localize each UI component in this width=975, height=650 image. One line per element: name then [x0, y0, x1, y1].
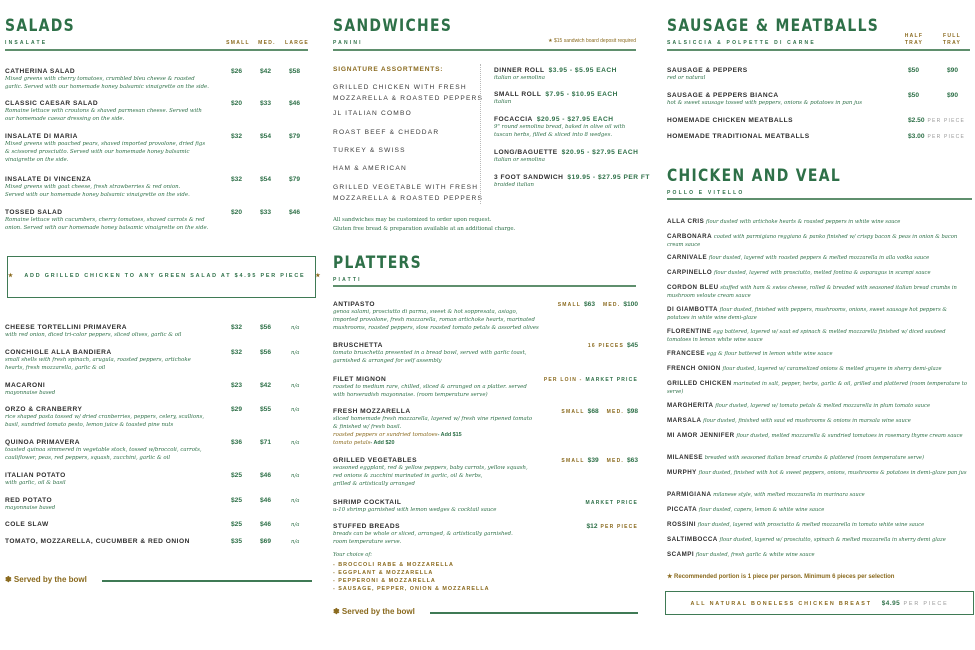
item-description: milanese style, with melted mozzarella in marinara sauce	[713, 492, 865, 498]
assortment-item: HAM & AMERICAN	[333, 165, 407, 172]
full-tray-price: $90	[947, 67, 959, 74]
item-description: breads can be whole or sliced, arranged, & artistically garnished.	[333, 531, 513, 537]
item-description: flour dusted, finished with peppers, mushrooms, onions, sweet sausage hot peppers & potatoes in white wine demi-glaze	[667, 307, 948, 321]
item-description: our homemade caesar dressing on the side.	[5, 116, 125, 122]
item-price: $33	[260, 209, 272, 216]
item-name: CONCHIGLE ALLA BANDIERA	[5, 349, 112, 356]
bowl-item	[5, 472, 66, 487]
item-name: ALLA CRIS	[667, 218, 705, 225]
col-head-full-tray: FULL TRAY	[942, 33, 962, 46]
item-price-na: n/a	[291, 325, 300, 331]
item-name: INSALATE DI MARIA	[5, 133, 78, 140]
item-description: Mixed greens with poached pears, shaved imported provolone, dried figs	[5, 141, 206, 147]
platter-item	[333, 342, 638, 365]
platters-rule	[333, 285, 636, 287]
sausage-chicken-column	[667, 0, 972, 650]
platters-subtitle: PIATTI	[333, 277, 362, 283]
item-name: QUINOA PRIMAVERA	[5, 439, 81, 446]
chicken-veal-item	[667, 254, 967, 262]
item-description: flour dusted, finished with hot & sweet peppers, onions, mushrooms & potatoes in demi-glaze pan jus	[698, 470, 967, 476]
item-name: FRESH MOZZARELLA	[333, 408, 411, 415]
bread-description: braided italian	[494, 182, 535, 188]
item-price-na: n/a	[291, 407, 300, 413]
item-price: $71	[260, 439, 272, 446]
item-name: HOMEMADE TRADITIONAL MEATBALLS	[667, 133, 810, 140]
sandwiches-subtitle: PANINI	[333, 40, 363, 46]
sandwiches-rule	[333, 49, 636, 51]
chicken-veal-item	[667, 454, 967, 462]
item-name: STUFFED BREADS	[333, 523, 401, 530]
item-name: SALTIMBOCCA	[667, 536, 718, 543]
item-name: TOMATO, MOZZARELLA, CUCUMBER & RED ONION	[5, 538, 190, 545]
item-description: coated with parmigiano reggiano & panko finished w/ crispy bacon & peas in onion & bacon cream sauce	[667, 234, 958, 248]
item-name: SAUSAGE & PEPPERS	[667, 67, 748, 74]
item-description: flour dusted, finished with saut ed mushrooms & onions in marsala wine sauce	[703, 418, 911, 424]
item-description: flour dusted, fresh garlic & white wine sauce	[695, 552, 815, 558]
item-price: $33	[260, 100, 272, 107]
item-name: CHEESE TORTELLINI PRIMAVERA	[5, 324, 128, 331]
item-price: $36	[231, 439, 243, 446]
item-description: toasted quinoa simmered in vegetable stock, tossed w/broccoli, carrots,	[5, 447, 202, 453]
item-price: $54	[260, 176, 272, 183]
served-by-bowl-note: ✽ Served by the bowl	[333, 607, 415, 616]
item-name: FRENCH ONION	[667, 365, 721, 372]
salads-subtitle: INSALATE	[5, 40, 48, 46]
bread-description: 9" round semolina bread, baked in olive oil with	[494, 124, 626, 130]
item-name: SCAMPI	[667, 551, 695, 558]
item-price: $32	[231, 324, 243, 331]
item-description: basil, sundried tomato pesto, lemon juice & toasted pine nuts	[5, 422, 174, 428]
item-price: $25	[231, 521, 243, 528]
dotted-divider	[480, 64, 481, 204]
item-price-na: n/a	[291, 440, 300, 446]
item-name: CATHERINA SALAD	[5, 68, 76, 75]
platters-title: PLATTERS	[333, 253, 422, 273]
bread-name: SMALL ROLL	[494, 91, 542, 98]
item-description: red or natural	[667, 75, 706, 81]
sausage-item	[667, 117, 793, 124]
chicken-veal-item	[667, 306, 967, 322]
bread-item	[494, 67, 617, 82]
star-icon: ★	[8, 273, 15, 279]
item-name: HOMEMADE CHICKEN MEATBALLS	[667, 117, 794, 124]
item-price: $25	[231, 497, 243, 504]
item-description: with red onion, diced tri-color peppers, sliced olives, garlic & oil	[5, 332, 182, 338]
item-price: $46	[260, 472, 272, 479]
bread-description: italian or semolina	[494, 157, 545, 163]
item-description: cauliflower, peas, red peppers, squash, zucchini, garlic & oil	[5, 455, 171, 461]
bread-name: DINNER ROLL	[494, 67, 545, 74]
item-price: $32	[231, 133, 243, 140]
bowl-item	[5, 406, 204, 429]
bowl-item	[5, 439, 202, 462]
promo-text: ★ ADD GRILLED CHICKEN TO ANY GREEN SALAD AT $4.95 PER PIECE ★	[8, 273, 322, 279]
salad-item	[5, 176, 190, 199]
grilled-chicken-promo	[7, 256, 322, 298]
promo-price: $4.95	[234, 273, 258, 279]
item-name: GRILLED VEGETABLES	[333, 457, 417, 464]
item-description: flour dusted, layered w/ tomato petals & melted mozzarella in plum tomato sauce	[715, 403, 931, 409]
item-name: CLASSIC CAESAR SALAD	[5, 100, 99, 107]
salad-item	[5, 68, 209, 91]
item-price: $42	[260, 68, 272, 75]
platter-item	[333, 457, 638, 488]
served-by-bowl-note: ✽ Served by the bowl	[5, 575, 87, 584]
sausage-item	[667, 92, 862, 107]
item-price: $46	[289, 100, 301, 107]
sandwich-notes: All sandwiches may be customized to order upon request. Gluten free bread & preparation available at an additional charge.	[333, 217, 516, 232]
assortment-item: GRILLED VEGETABLE WITH FRESH MOZZARELLA & ROASTED PEPPERS	[333, 184, 484, 202]
item-name: ORZO & CRANBERRY	[5, 406, 83, 413]
bread-price: $3.95 - $5.95 EACH	[548, 67, 617, 74]
item-description: flour dusted, layered with prosciutto & melted mozzarella in tomato white wine sauce	[697, 522, 925, 528]
item-price: $69	[260, 538, 272, 545]
chicken-breast-promo: ALL NATURAL BONELESS CHICKEN BREAST $4.95 PER PIECE	[665, 591, 974, 615]
item-name: BRUSCHETTA	[333, 342, 383, 349]
promo-price: $4.95	[881, 600, 901, 607]
item-description: onion. Served with our homemade honey balsamic vinaigrette on the side.	[5, 225, 209, 231]
item-name: TOSSED SALAD	[5, 209, 63, 216]
bread-item	[494, 91, 618, 106]
addon-option: tomato petals- Add $20	[333, 440, 395, 446]
item-price: $56	[260, 349, 272, 356]
item-description: breaded with seasoned italian bread crumbs & plattered (room temperature serve)	[704, 455, 924, 461]
chicken-veal-item	[667, 284, 967, 300]
item-price-na: n/a	[291, 498, 300, 504]
half-tray-price: $50	[908, 67, 920, 74]
chicken-veal-item	[667, 469, 967, 477]
sausage-rule	[667, 49, 970, 51]
chicken-veal-item	[667, 521, 967, 529]
served-divider	[102, 580, 312, 582]
choice-label: Your choice of:	[333, 552, 373, 558]
item-description: flour dusted with artichoke hearts & roasted peppers in white wine sauce	[706, 219, 901, 225]
portion-note: ★ Recommended portion is 1 piece per person. Minimum 6 pieces per selection	[667, 574, 895, 580]
assortment-item: ROAST BEEF & CHEDDAR	[333, 129, 440, 136]
item-description: with horseradish mayonnaise. (room temperature serve)	[333, 392, 488, 398]
chicken-veal-item	[667, 402, 967, 410]
item-name: ROSSINI	[667, 521, 696, 528]
item-description: u-10 shrimp garnished with lemon wedges & cocktail sauce	[333, 507, 497, 513]
item-name: MARGHERITA	[667, 402, 714, 409]
bread-description: tuscan herbs, filled & sliced into 8 wedges.	[494, 132, 613, 138]
item-description: flour dusted, melted mozzarella & sundried tomatoes in rosemary thyme cream sauce	[736, 433, 963, 439]
item-description: red onions & zucchini marinated in garlic, oil & herbs,	[333, 473, 483, 479]
chicken-veal-item	[667, 536, 967, 544]
item-description: garnished & arranged for self assembly	[333, 358, 442, 364]
item-price: $55	[260, 406, 272, 413]
bread-item	[494, 116, 625, 139]
item-description: Romaine lettuce with croutons & shaved parmesan cheese. Served with	[5, 108, 202, 114]
item-price: $29	[231, 406, 243, 413]
platter-item	[333, 408, 638, 447]
item-price: $46	[260, 521, 272, 528]
assortment-item: JL ITALIAN COMBO	[333, 110, 412, 117]
sausage-item	[667, 133, 810, 140]
choice-item: - BROCCOLI RABE & MOZZARELLA	[333, 562, 454, 568]
platter-item	[333, 376, 638, 399]
item-price-na: n/a	[291, 350, 300, 356]
item-name: ITALIAN POTATO	[5, 472, 66, 479]
item-name: GRILLED CHICKEN	[667, 380, 732, 387]
item-description: tomato bruschetta presented in a bread bowl, served with garlic toast,	[333, 350, 527, 356]
item-description: sliced homemade fresh mozzarella, layered w/ fresh vine ripened tomato	[333, 416, 533, 422]
item-name: MI AMOR JENNIFER	[667, 432, 735, 439]
chicken-veal-item	[667, 328, 967, 344]
item-name: MACARONI	[5, 382, 46, 389]
bread-price: $7.95 - $10.95 EACH	[545, 91, 618, 98]
chicken-veal-item	[667, 491, 967, 499]
salads-title: SALADS	[5, 16, 75, 36]
item-description: hearts, fresh mozzarella, garlic & oil	[5, 365, 106, 371]
platter-item	[333, 523, 638, 546]
bowl-item	[5, 349, 191, 372]
item-description: flour dusted, layered w/ caramelized onions & melted gruyere in sherry demi-glaze	[722, 366, 942, 372]
stuffed-bread-choices	[333, 561, 490, 593]
deposit-note: ★ $15 sandwich board deposit required	[548, 38, 636, 44]
item-description: egg & flour battered in lemon white wine sauce	[706, 351, 833, 357]
item-price: $23	[231, 382, 243, 389]
half-tray-price: $50	[908, 92, 920, 99]
choice-item: - SAUSAGE, PEPPER, ONION & MOZZARELLA	[333, 586, 490, 592]
item-description: with garlic, oil & basil	[5, 480, 66, 486]
item-name: SHRIMP COCKTAIL	[333, 499, 402, 506]
item-price: $46	[260, 497, 272, 504]
item-description: vinaigrette on the side.	[5, 157, 69, 163]
item-price: $25	[231, 472, 243, 479]
platter-item	[333, 499, 638, 514]
item-price: $32	[231, 349, 243, 356]
star-icon: ★	[315, 273, 322, 279]
item-name: FILET MIGNON	[333, 376, 387, 383]
chicken-veal-item	[667, 350, 967, 358]
bowl-item	[5, 538, 190, 545]
bread-name: FOCACCIA	[494, 116, 533, 123]
platter-item	[333, 301, 638, 332]
item-price: $46	[289, 209, 301, 216]
item-description: marinated in salt, pepper, herbs, garlic & oil, grilled and plattered (room temperature to serve)	[667, 381, 967, 395]
item-description: garlic. Served with our homemade honey balsamic vinaigrette on the side.	[5, 84, 209, 90]
item-description: grilled & artistically arranged	[333, 481, 415, 487]
bread-price: $19.95 - $27.95 PER FT	[567, 174, 650, 181]
item-name: CARBONARA	[667, 233, 713, 240]
item-name: DI GIAMBOTTA	[667, 306, 718, 313]
platter-price: $12 PER PIECE	[586, 523, 638, 530]
item-description: hot & sweet sausage tossed with peppers, onions & potatoes in pan jus	[667, 100, 863, 106]
chicken-veal-item	[667, 365, 967, 373]
item-description: genoa salami, prosciutto di parma, sweet & hot soppresata, asiago,	[333, 309, 518, 315]
item-description: flour dusted, layered w/ prosciutto, spinach & melted mozzarella in sherry demi glaze	[719, 537, 946, 543]
bowl-item	[5, 382, 55, 397]
item-name: CORDON BLEU	[667, 284, 719, 291]
chicken-veal-item	[667, 551, 967, 559]
platter-price: SMALL $39 MED. $63	[561, 457, 638, 464]
platter-price: PER LOIN - MARKET PRICE	[543, 377, 638, 383]
bowl-item	[5, 497, 55, 512]
item-description: mayonnaise based	[5, 505, 56, 511]
bread-description: italian or semolina	[494, 75, 545, 81]
platter-price: SMALL $63 MED. $100	[557, 301, 638, 308]
salad-item	[5, 100, 202, 123]
item-price: $20	[231, 100, 243, 107]
chicken-veal-item	[667, 269, 967, 277]
item-price-na: n/a	[291, 473, 300, 479]
item-name: FLORENTINE	[667, 328, 712, 335]
salad-item	[5, 133, 205, 164]
assortment-item: TURKEY & SWISS	[333, 147, 406, 154]
item-name: ANTIPASTO	[333, 301, 375, 308]
bowl-item	[5, 324, 181, 339]
item-description: egg battered, layered w/ saut ed spinach & melted mozzarella finished w/ diced sauteed tomatoes in lemon white wine sauce	[667, 329, 946, 343]
chicken-rule	[667, 198, 972, 200]
item-name: CARNIVALE	[667, 254, 708, 261]
item-name: RED POTATO	[5, 497, 53, 504]
salads-rule	[5, 49, 308, 51]
platter-price: MARKET PRICE	[585, 500, 638, 506]
item-description: roasted to medium rare, chilled, sliced & arranged on a platter. served	[333, 384, 527, 390]
bowl-item	[5, 521, 49, 528]
item-name: COLE SLAW	[5, 521, 49, 528]
col-head-half-tray: HALF TRAY	[904, 33, 924, 46]
sausage-title: SAUSAGE & MEATBALLS	[667, 16, 880, 36]
col-head-small: SMALL	[226, 40, 250, 46]
item-description: Mixed greens with cherry tomatoes, crumbled bleu cheese & roasted	[5, 76, 195, 82]
item-price: $42	[260, 382, 272, 389]
salad-item	[5, 209, 208, 232]
bread-item	[494, 149, 638, 164]
chicken-veal-item	[667, 432, 967, 440]
item-name: CARPINELLO	[667, 269, 713, 276]
item-description: Served with our homemade honey balsamic vinaigrette on the side.	[5, 192, 190, 198]
sandwiches-column	[333, 0, 650, 650]
item-description: mushrooms, roasted peppers, slow roasted tomato petals & assorted olives	[333, 325, 539, 331]
item-name: FRANCESE	[667, 350, 706, 357]
chicken-veal-item	[667, 506, 967, 514]
item-description: imported provolone, fresh mozzarella, roman artichoke hearts, marinated	[333, 317, 535, 323]
item-description: flour dusted, layered with prosciutto, melted fontina & asparagus in scampi sauce	[713, 270, 931, 276]
sandwiches-title: SANDWICHES	[333, 16, 453, 36]
item-price: $56	[260, 324, 272, 331]
col-head-med: MED.	[258, 40, 276, 46]
item-name: MURPHY	[667, 469, 697, 476]
item-price: $79	[289, 176, 301, 183]
bread-price: $20.95 - $27.95 EACH	[536, 116, 614, 123]
item-description: flour dusted, layered with roasted peppers & melted mozzarella in alla vodka sauce	[708, 255, 930, 261]
item-description: stuffed with ham & swiss cheese, rolled & breaded with seasoned italian bread crumbs in mushroom veloute cream sauce	[667, 285, 957, 299]
platter-price: 16 PIECES $45	[587, 342, 638, 349]
salads-column	[5, 0, 322, 650]
item-description: Romaine lettuce with cucumbers, cherry tomatoes, shaved carrots & red	[5, 217, 205, 223]
bread-name: LONG/BAGUETTE	[494, 149, 558, 156]
item-price: $20	[231, 209, 243, 216]
item-description: flour dusted, capers, lemon & white wine sauce	[698, 507, 825, 513]
per-piece-price: $2.50 PER PIECE	[908, 117, 965, 124]
bread-price: $20.95 - $27.95 EACH	[561, 149, 639, 156]
item-description: mayonnaise based	[5, 390, 56, 396]
choice-item: - PEPPERONI & MOZZARELLA	[333, 578, 436, 584]
served-divider	[430, 612, 638, 614]
col-head-large: LARGE	[285, 40, 309, 46]
item-description: seasoned eggplant, red & yellow peppers, baby carrots, yellow squash,	[333, 465, 528, 471]
item-price: $26	[231, 68, 243, 75]
item-name: MILANESE	[667, 454, 703, 461]
chicken-veal-item	[667, 233, 967, 249]
item-name: MARSALA	[667, 417, 702, 424]
item-price: $58	[289, 68, 301, 75]
item-price-na: n/a	[291, 522, 300, 528]
platter-price: SMALL $68 MED. $98	[561, 408, 638, 415]
addon-option: roasted peppers or sundried tomatoes- Add $15	[333, 432, 462, 438]
bread-description: italian	[494, 99, 512, 105]
item-price: $79	[289, 133, 301, 140]
bread-name: 3 FOOT SANDWICH	[494, 174, 564, 181]
item-price: $54	[260, 133, 272, 140]
item-name: SAUSAGE & PEPPERS BIANCA	[667, 92, 779, 99]
bread-item	[494, 174, 650, 189]
item-price-na: n/a	[291, 383, 300, 389]
item-description: & scissored prosciutto. Served with our homemade honey balsamic	[5, 149, 190, 155]
per-piece-price: $3.00 PER PIECE	[908, 133, 965, 140]
item-name: PICCATA	[667, 506, 698, 513]
sausage-subtitle: SALSICCIA & POLPETTE DI CARNE	[667, 40, 816, 46]
signature-assortments-title: SIGNATURE ASSORTMENTS:	[333, 66, 444, 73]
item-description: room temperature serve.	[333, 539, 402, 545]
assortment-item: GRILLED CHICKEN WITH FRESH MOZZARELLA & ROASTED PEPPERS	[333, 84, 484, 102]
item-description: small shells with fresh spinach, arugula, roasted peppers, artichoke	[5, 357, 191, 363]
item-name: PARMIGIANA	[667, 491, 712, 498]
chicken-veal-item	[667, 218, 967, 226]
sausage-item	[667, 67, 748, 82]
chicken-veal-item	[667, 380, 967, 396]
chicken-title: CHICKEN AND VEAL	[667, 166, 842, 186]
item-price: $35	[231, 538, 243, 545]
choice-item: - EGGPLANT & MOZZARELLA	[333, 570, 434, 576]
chicken-subtitle: POLLO E VITELLO	[667, 190, 745, 196]
item-price: $32	[231, 176, 243, 183]
item-name: INSALATE DI VINCENZA	[5, 176, 92, 183]
item-price-na: n/a	[291, 539, 300, 545]
item-description: rice shaped pasta tossed w/ dried cranberries, peppers, celery, scallions,	[5, 414, 205, 420]
item-description: & finished w/ fresh basil.	[333, 424, 402, 430]
item-description: Mixed greens with goat cheese, fresh strawberries & red onion.	[5, 184, 181, 190]
full-tray-price: $90	[947, 92, 959, 99]
chicken-veal-item	[667, 417, 967, 425]
